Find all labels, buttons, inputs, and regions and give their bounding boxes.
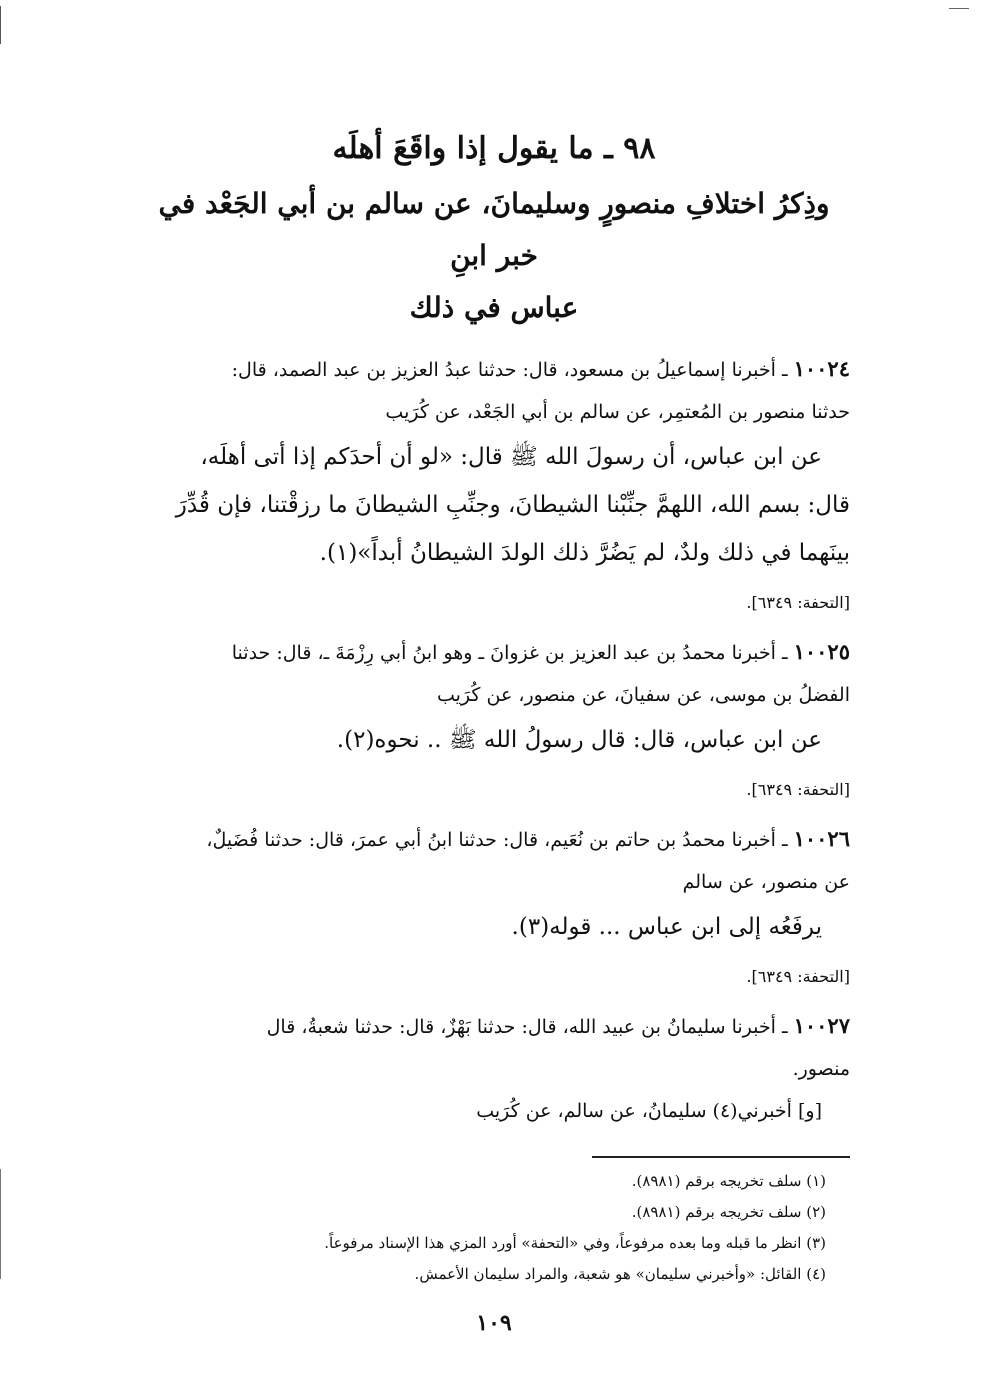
hadith-entry: [138, 1005, 850, 1132]
book-page: [138, 120, 850, 1336]
hadith-entry: [138, 348, 850, 617]
hadith-number: ١٠٠٢٦: [793, 826, 850, 851]
hadith-matn: عن ابن عباس، قال: قال رسولُ الله ﷺ .. نحوه(٢).: [336, 727, 822, 753]
isnad-text: ـ أخبرنا إسماعيلُ بن مسعود، قال: حدثنا عبدُ العزيز بن عبد الصمد، قال:: [231, 359, 788, 381]
isnad-text: عن منصور، عن سالم: [682, 871, 850, 893]
hadith-matn: يرفَعُه إلى ابن عباس ... قوله(٣).: [511, 914, 822, 940]
hadith-matn: [و] أخبرني(٤) سليمانُ، عن سالم، عن كُرَيب: [476, 1100, 822, 1122]
footnote-divider: [592, 1156, 850, 1158]
isnad-text: حدثنا منصور بن المُعتمِر، عن سالم بن أبي الجَعْد، عن كُرَيب: [385, 401, 850, 423]
footnote: (٣) انظر ما قبله وما بعده مرفوعاً، وفي «التحفة» أورد المزي هذا الإسناد مرفوعاً.: [324, 1234, 826, 1252]
hadith-number: ١٠٠٢٥: [793, 639, 850, 664]
isnad-text: الفضلُ بن موسى، عن سفيانَ، عن منصور، عن كُرَيب: [436, 684, 850, 706]
hadith-number: ١٠٠٢٧: [793, 1013, 850, 1038]
subtitle-line: عباس في ذلك: [409, 291, 579, 324]
isnad-text: ـ أخبرنا محمدُ بن عبد العزيز بن غزوانَ ـ وهو ابنُ أبي رِزْمَةَ ـ، قال: حدثنا: [231, 642, 788, 664]
hadith-number: ١٠٠٢٤: [793, 356, 850, 381]
scan-edge-mark: [0, 6, 1, 44]
tuhfa-reference: [التحفة: ٦٣٤٩].: [746, 967, 850, 986]
chapter-title: ٩٨ ـ ما يقول إذا واقَعَ أهلَه: [332, 131, 656, 166]
hadith-entry: [138, 631, 850, 804]
footnote: (٢) سلف تخريجه برقم (٨٩٨١).: [631, 1203, 826, 1221]
footnote: (٤) القائل: «وأخبرني سليمان» هو شعبة، والمراد سليمان الأعمش.: [414, 1265, 826, 1283]
isnad-text: ـ أخبرنا سليمانُ بن عبيد الله، قال: حدثنا بَهْزٌ، قال: حدثنا شعبةُ، قال: [266, 1016, 788, 1038]
footnote: (١) سلف تخريجه برقم (٨٩٨١).: [631, 1172, 826, 1190]
isnad-text: ـ أخبرنا محمدُ بن حاتم بن نُعَيم، قال: حدثنا ابنُ أبي عمرَ، قال: حدثنا فُضَيلٌ،: [206, 829, 788, 851]
subtitle-line: وذِكرُ اختلافِ منصورٍ وسليمانَ، عن سالم بن أبي الجَعْد في خبر ابنِ: [158, 187, 830, 272]
scan-edge-mark: [949, 8, 969, 9]
hadith-matn: قال: بسم الله، اللهمَّ جنِّبْنا الشيطانَ، وجنِّبِ الشيطانَ ما رزقْتنا، فإن قُدِّرَ: [175, 492, 850, 518]
tuhfa-reference: [التحفة: ٦٣٤٩].: [746, 593, 850, 612]
hadith-isnad: [138, 1005, 850, 1090]
footnotes: [138, 1166, 850, 1290]
hadith-isnad: [138, 818, 850, 903]
isnad-text: منصور.: [792, 1058, 850, 1080]
tuhfa-reference: [التحفة: ٦٣٤٩].: [746, 780, 850, 799]
hadith-entry: [138, 818, 850, 991]
hadith-matn: عن ابن عباس، أن رسولَ الله ﷺ قال: «لو أن أحدَكم إذا أتى أهلَه،: [200, 444, 822, 470]
chapter-subtitle: [138, 178, 850, 334]
hadith-isnad: [138, 348, 850, 433]
hadith-isnad: [138, 631, 850, 716]
hadith-matn: بينَهما في ذلك ولدٌ، لم يَضُرَّ ذلك الولدَ الشيطانُ أبداً»(١).: [319, 540, 850, 566]
scan-edge-mark: [0, 1169, 1, 1279]
page-number: ١٠٩: [476, 1310, 512, 1336]
